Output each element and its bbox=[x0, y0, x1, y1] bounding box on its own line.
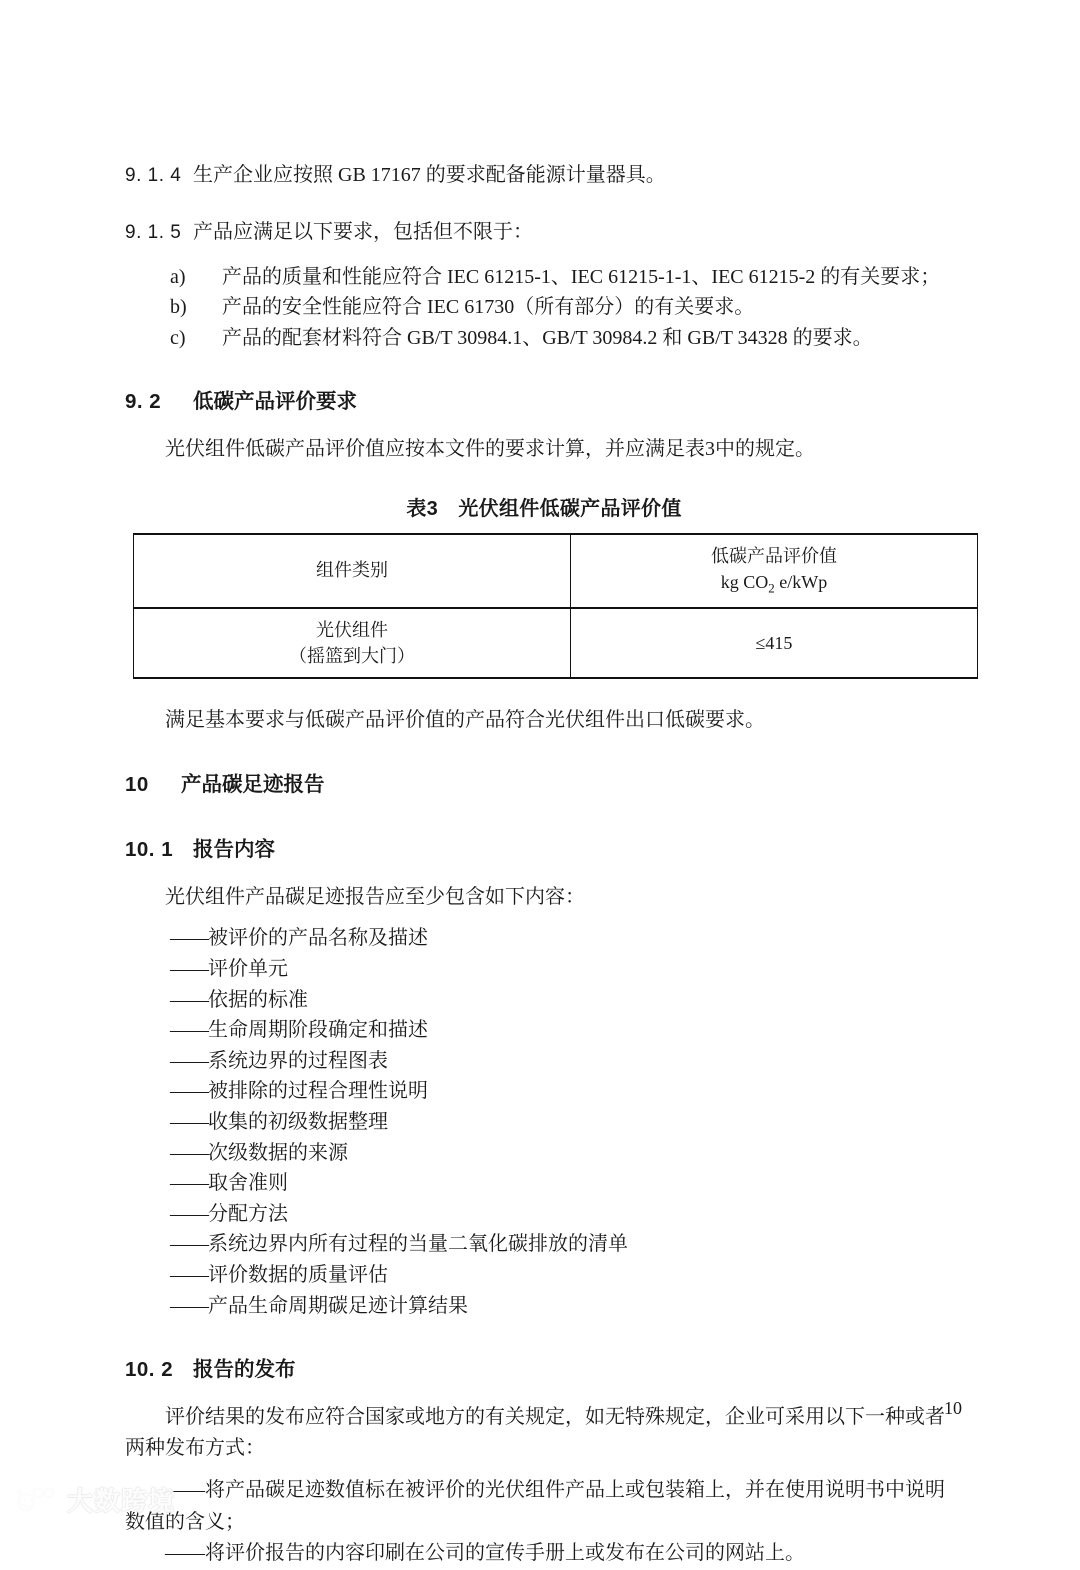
table-caption: 表3 光伏组件低碳产品评价值 bbox=[406, 497, 682, 520]
heading-9-2 bbox=[125, 387, 963, 418]
list-item bbox=[170, 1015, 963, 1046]
heading-title: 报告的发布 bbox=[193, 1358, 296, 1382]
paragraph-10-1: 光伏组件产品碳足迹报告应至少包含如下内容： bbox=[165, 885, 585, 908]
list-item-label: 系统边界内所有过程的当量二氧化碳排放的清单 bbox=[208, 1233, 628, 1256]
table-header-row bbox=[134, 534, 978, 608]
list-item-label: 被评价的产品名称及描述 bbox=[208, 927, 428, 950]
dash-marker: —— bbox=[170, 1202, 208, 1225]
list-item bbox=[170, 323, 963, 353]
heading-title: 报告内容 bbox=[193, 838, 275, 862]
dash-marker: —— bbox=[170, 1233, 208, 1256]
table-cell-value: ≤415 bbox=[571, 608, 978, 678]
heading-10 bbox=[125, 770, 963, 801]
list-item-label: 将评价报告的内容印刷在公司的宣传手册上或发布在公司的网站上。 bbox=[205, 1542, 805, 1565]
spacer bbox=[125, 466, 963, 492]
clause-9-1-4 bbox=[125, 160, 963, 191]
heading-10-2 bbox=[125, 1355, 963, 1386]
paragraph-after-table: 满足基本要求与低碳产品评价值的产品符合光伏组件出口低碳要求。 bbox=[165, 708, 765, 731]
clause-number: 9. 1. 5 bbox=[125, 222, 182, 243]
list-item-label: 次级数据的来源 bbox=[208, 1141, 348, 1164]
clause-number: 9. 1. 4 bbox=[125, 165, 182, 186]
watermark-label: 大数跨境 bbox=[67, 1486, 176, 1516]
heading-number: 9. 2 bbox=[125, 390, 162, 414]
clause-9-1-5 bbox=[125, 217, 963, 248]
dash-marker: —— bbox=[170, 927, 208, 950]
dash-marker: —— bbox=[170, 1110, 208, 1133]
clause-text: 产品应满足以下要求，包括但不限于： bbox=[193, 221, 533, 243]
lettered-list bbox=[170, 262, 963, 353]
spacer bbox=[125, 736, 963, 770]
list-item-label: 将产品碳足迹数值标在被评价的光伏组件产品上或包装箱上，并在使用说明书中说明数值的含义； bbox=[125, 1479, 945, 1533]
paragraph-9-2: 光伏组件低碳产品评价值应按本文件的要求计算，并应满足表3中的规定。 bbox=[165, 437, 815, 460]
list-item-label: 取舍准则 bbox=[208, 1172, 288, 1195]
dash-list-10-2 bbox=[125, 1475, 963, 1570]
spacer bbox=[125, 191, 963, 217]
list-item bbox=[170, 262, 963, 292]
list-item-label: 系统边界的过程图表 bbox=[208, 1049, 388, 1072]
spacer bbox=[125, 1386, 963, 1402]
list-item bbox=[170, 1046, 963, 1077]
list-item-marker: a) bbox=[170, 266, 186, 288]
spacer bbox=[125, 353, 963, 387]
heading-number: 10 bbox=[125, 773, 149, 797]
unit-subscript: 2 bbox=[768, 580, 775, 596]
page-content bbox=[125, 160, 963, 1570]
list-item bbox=[170, 1199, 963, 1230]
watermark bbox=[14, 1481, 175, 1518]
list-item bbox=[170, 1229, 963, 1260]
category-line1: 光伏组件 bbox=[316, 619, 388, 640]
list-item-label: 评价单元 bbox=[208, 957, 288, 980]
table-header-value-line1: 低碳产品评价值 bbox=[711, 545, 837, 566]
heading-title: 产品碳足迹报告 bbox=[181, 773, 325, 797]
table-header-cell-category: 组件类别 bbox=[134, 534, 571, 608]
page-number: 10 bbox=[944, 1398, 962, 1418]
spacer bbox=[125, 1321, 963, 1355]
table-header-value-unit bbox=[575, 569, 973, 598]
list-item bbox=[170, 1138, 963, 1169]
unit-suffix: e/kWp bbox=[774, 571, 828, 592]
heading-number: 10. 2 bbox=[125, 1358, 174, 1382]
list-item-label: 依据的标准 bbox=[208, 988, 308, 1011]
table-3 bbox=[133, 533, 978, 679]
heading-title: 低碳产品评价要求 bbox=[193, 390, 357, 414]
list-item bbox=[170, 1260, 963, 1291]
heading-number: 10. 1 bbox=[125, 838, 174, 862]
category-line2: （摇篮到大门） bbox=[289, 645, 415, 666]
dash-marker: —— bbox=[170, 1019, 208, 1042]
spacer bbox=[125, 418, 963, 434]
list-item-marker: c) bbox=[170, 326, 186, 349]
dash-marker: —— bbox=[170, 1080, 208, 1103]
paragraph-10-2: 评价结果的发布应符合国家或地方的有关规定，如无特殊规定，企业可采用以下一种或者两种发布方式： bbox=[125, 1405, 945, 1460]
list-item-marker: b) bbox=[170, 296, 187, 319]
list-item bbox=[170, 1076, 963, 1107]
table-header-cell-value bbox=[571, 534, 978, 608]
dash-marker: —— bbox=[170, 1141, 208, 1164]
list-item bbox=[170, 1107, 963, 1138]
list-item bbox=[170, 1168, 963, 1199]
list-item-label: 被排除的过程合理性说明 bbox=[208, 1080, 428, 1103]
list-item-label: 生命周期阶段确定和描述 bbox=[208, 1019, 428, 1042]
dash-marker: —— bbox=[170, 957, 208, 980]
spacer bbox=[125, 866, 963, 882]
list-item bbox=[170, 954, 963, 985]
list-item bbox=[125, 1475, 963, 1538]
spacer bbox=[125, 801, 963, 835]
dash-marker: —— bbox=[165, 1542, 205, 1565]
list-item-label: 产品生命周期碳足迹计算结果 bbox=[208, 1294, 468, 1317]
dash-marker: —— bbox=[170, 1294, 208, 1317]
list-item bbox=[170, 1291, 963, 1322]
table-cell-category bbox=[134, 608, 571, 678]
dash-marker: —— bbox=[170, 1049, 208, 1072]
list-item bbox=[170, 292, 963, 322]
dash-marker: —— bbox=[170, 988, 208, 1011]
dash-marker: —— bbox=[170, 1172, 208, 1195]
spacer bbox=[125, 679, 963, 705]
clause-text: 生产企业应按照 GB 17167 的要求配备能源计量器具。 bbox=[193, 164, 666, 186]
dash-marker: —— bbox=[170, 1263, 208, 1286]
dashukuajing-logo-icon bbox=[14, 1485, 58, 1515]
heading-10-1 bbox=[125, 835, 963, 866]
list-item bbox=[170, 985, 963, 1016]
dash-marker: —— bbox=[165, 1479, 205, 1502]
unit-prefix: kg CO bbox=[720, 571, 769, 592]
list-item-label: 分配方法 bbox=[208, 1202, 288, 1225]
list-item-label: 评价数据的质量评估 bbox=[208, 1263, 388, 1286]
list-item-label: 产品的安全性能应符合 IEC 61730（所有部分）的有关要求。 bbox=[222, 296, 755, 319]
list-item-label: 收集的初级数据整理 bbox=[208, 1110, 388, 1133]
list-item-label: 产品的质量和性能应符合 IEC 61215-1、IEC 61215-1-1、IEC 61215-2 的有关要求； bbox=[222, 266, 941, 288]
dash-list-10-1 bbox=[170, 923, 963, 1321]
list-item bbox=[170, 923, 963, 954]
table-row bbox=[134, 608, 978, 678]
list-item-label: 产品的配套材料符合 GB/T 30984.1、GB/T 30984.2 和 GB/T 34328 的要求。 bbox=[222, 326, 873, 349]
list-item bbox=[125, 1538, 963, 1570]
